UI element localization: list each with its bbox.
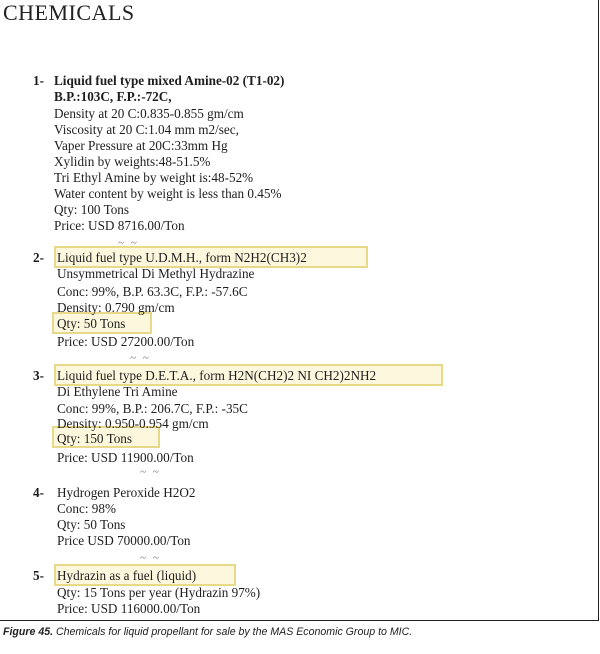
item-line: Conc: 98% (57, 501, 116, 516)
item-line: Tri Ethyl Amine by weight is:48-52% (54, 170, 254, 185)
item-line: Conc: 99%, B.P.: 206.7C, F.P.: -35C (57, 401, 248, 416)
item-line: Di Ethylene Tri Amine (57, 384, 178, 399)
handwritten-mark: ~ ~ (140, 552, 161, 564)
item-line: Liquid fuel type U.D.M.H., form N2H2(CH3)2 (57, 250, 307, 265)
figure-caption (3, 626, 423, 639)
item-line: Qty: 50 Tons (57, 517, 126, 532)
item-number: 5- (33, 568, 44, 583)
figure-caption-label: Figure 45. (3, 626, 54, 638)
item-line: Density: 0.790 gm/cm (57, 300, 175, 315)
figure-caption-text: Chemicals for liquid propellant for sale by the MAS Economic Group to MIC. (53, 626, 413, 638)
item-line: Qty: 100 Tons (54, 202, 130, 217)
item-number: 4- (33, 485, 44, 500)
item-line: Price USD 70000.00/Ton (57, 533, 191, 548)
item-line: Hydrazin as a fuel (liquid) (57, 568, 197, 583)
item-line: Qty: 150 Tons (57, 431, 133, 446)
item-line: Price: USD 11900.00/Ton (57, 450, 194, 465)
handwritten-mark: ~ ~ (140, 466, 161, 478)
item-line: Water content by weight is less than 0.45% (54, 186, 282, 201)
page-title: CHEMICALS (3, 0, 135, 25)
item-line: B.P.:103C, F.P.:-72C, (54, 89, 172, 104)
item-line: Vaper Pressure at 20C:33mm Hg (54, 138, 228, 153)
item-line: Liquid fuel type D.E.T.A., form H2N(CH2)2 NI CH2)2NH2 (57, 368, 377, 383)
item-line: Liquid fuel type mixed Amine-02 (T1-02) (54, 73, 285, 88)
item-line: Price: USD 8716.00/Ton (54, 218, 185, 233)
item-number: 2- (33, 250, 44, 265)
item-line: Qty: 15 Tons per year (Hydrazin 97%) (57, 585, 261, 600)
item-line: Qty: 50 Tons (57, 316, 126, 331)
item-line: Density: 0.950-0.954 gm/cm (57, 416, 209, 431)
handwritten-mark: ~ ~ (118, 237, 139, 249)
item-line: Density at 20 C:0.835-0.855 gm/cm (54, 106, 244, 121)
item-line: Unsymmetrical Di Methyl Hydrazine (57, 266, 255, 281)
item-number: 3- (33, 368, 44, 383)
item-line: Conc: 99%, B.P. 63.3C, F.P.: -57.6C (57, 284, 248, 299)
item-line: Viscosity at 20 C:1.04 mm m2/sec, (54, 122, 239, 137)
item-line: Xylidin by weights:48-51.5% (54, 154, 211, 169)
item-line: Price: USD 27200.00/Ton (57, 334, 195, 349)
item-line: Hydrogen Peroxide H2O2 (57, 485, 196, 500)
item-line: Price: USD 116000.00/Ton (57, 601, 201, 616)
item-number: 1- (33, 73, 44, 88)
handwritten-mark: ~ ~ (130, 352, 151, 364)
